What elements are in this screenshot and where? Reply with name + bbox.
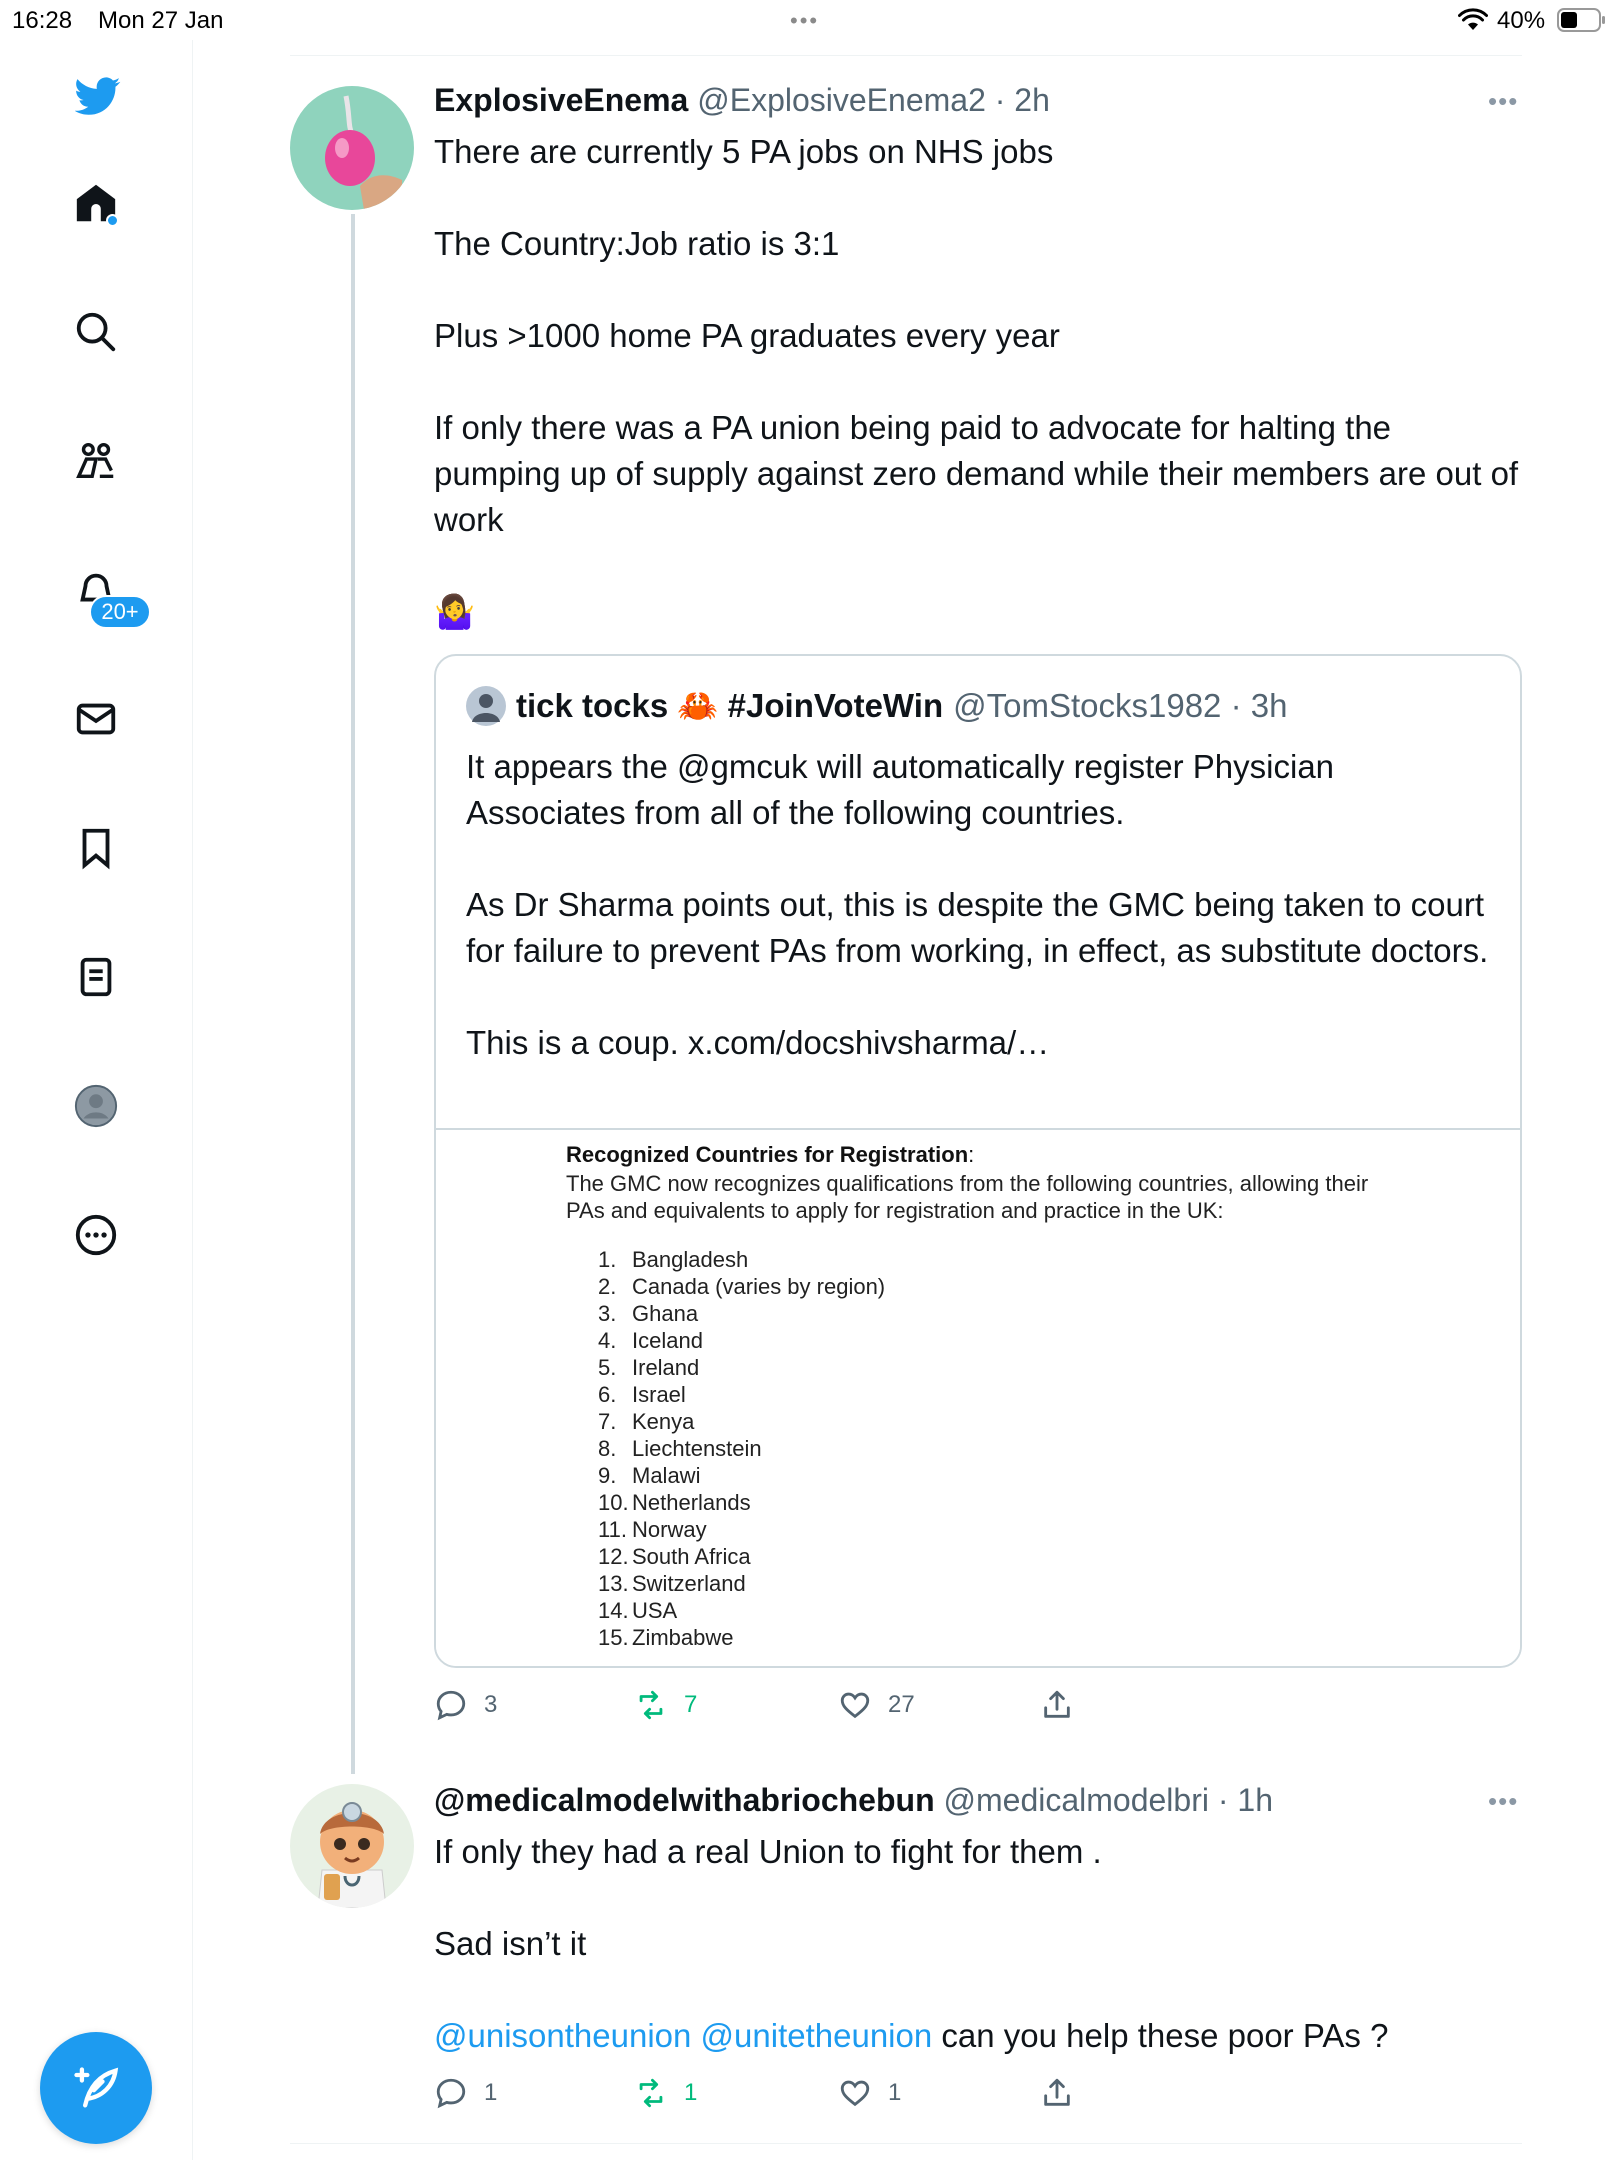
mention-link[interactable]: @unitetheunion: [700, 2017, 933, 2054]
list-item-country: Ireland: [632, 1355, 700, 1380]
list-item: [598, 1300, 885, 1327]
reply-icon: [434, 1688, 468, 1722]
retweet-button[interactable]: [634, 1688, 697, 1722]
tweet-text: There are currently 5 PA jobs on NHS jobs The Country:Job ratio is 3:1 Plus >1000 home PA graduates every year If only there was a PA union being paid to advocate for halting the pumping up of supply against zero demand while their members are out of work 🤷‍♀️: [434, 133, 1519, 630]
lists-icon[interactable]: [68, 949, 124, 1005]
author-handle-time[interactable]: @ExplosiveEnema2 · 2h: [697, 82, 1050, 118]
multitasking-dots-icon[interactable]: •••: [790, 8, 820, 33]
list-item-number: 15.: [598, 1625, 629, 1650]
list-item-country: South Africa: [632, 1544, 751, 1569]
list-item: [598, 1273, 885, 1300]
list-item-number: 5.: [598, 1355, 617, 1380]
avatar[interactable]: [290, 1784, 414, 1908]
sidebar: [0, 40, 193, 2160]
list-item: [598, 1543, 885, 1570]
author-handle-time[interactable]: @medicalmodelbri · 1h: [943, 1782, 1273, 1818]
mention-link[interactable]: @unisontheunion: [434, 2017, 692, 2054]
list-item-country: Switzerland: [632, 1571, 746, 1596]
list-item: [598, 1435, 885, 1462]
list-item-country: Norway: [632, 1517, 707, 1542]
reply-count: 3: [484, 1691, 498, 1718]
tweet-header: [434, 82, 1050, 119]
list-item-country: Liechtenstein: [632, 1436, 762, 1461]
list-item-number: 11.: [598, 1517, 627, 1542]
tweet-actions: [434, 2076, 1134, 2116]
country-list: [598, 1246, 885, 1651]
status-time: 16:28: [12, 7, 73, 34]
list-item-country: Kenya: [632, 1409, 695, 1434]
like-count: 27: [888, 1691, 915, 1718]
image-intro: The GMC now recognizes qualifications from the following countries, allowing their PAs and equivalents to apply for registration and practice in the UK:: [566, 1171, 1369, 1223]
tweet-actions: [434, 1688, 1134, 1728]
status-date: Mon 27 Jan: [98, 7, 224, 34]
list-item-number: 6.: [598, 1382, 617, 1407]
image-title: Recognized Countries for Registration:: [566, 1142, 975, 1167]
quote-header: [466, 686, 1287, 726]
share-button[interactable]: [1040, 1688, 1090, 1722]
profile-icon[interactable]: [68, 1078, 124, 1134]
retweet-icon: [634, 1688, 668, 1722]
bookmarks-icon[interactable]: [68, 820, 124, 876]
like-button[interactable]: [838, 1688, 915, 1722]
list-item: [598, 1624, 885, 1651]
feed-top-divider: [290, 55, 1522, 56]
retweet-icon: [634, 2076, 668, 2110]
list-item-number: 12.: [598, 1544, 629, 1569]
list-item-country: Canada (varies by region): [632, 1274, 886, 1299]
enema-bulb-avatar-icon: [290, 86, 414, 210]
quote-author-handle-time[interactable]: @TomStocks1982 · 3h: [953, 687, 1288, 724]
compose-icon: [70, 2062, 122, 2114]
list-item-number: 9.: [598, 1463, 617, 1488]
list-item: [598, 1597, 885, 1624]
quote-text: It appears the @gmcuk will automatically register Physician Associates from all of the following countries. As Dr Sharma points out, this is despite the GMC being taken to court for failure to prevent PAs from working, in effect, as substitute doctors. This is a coup. x.com/docshivsharma/…: [466, 748, 1489, 1061]
list-item-number: 10.: [598, 1490, 629, 1515]
list-item-country: Zimbabwe: [632, 1625, 734, 1650]
reply-button[interactable]: [434, 1688, 497, 1722]
quote-author-avatar[interactable]: [466, 686, 506, 726]
quote-image[interactable]: [436, 1130, 1520, 1668]
list-item-country: Malawi: [632, 1463, 701, 1488]
more-icon[interactable]: [68, 1207, 124, 1263]
like-button[interactable]: [838, 2076, 901, 2110]
list-item: [598, 1381, 885, 1408]
home-notification-dot: [106, 214, 119, 227]
battery-percent: 40%: [1497, 7, 1546, 34]
compose-button[interactable]: [40, 2032, 152, 2144]
share-icon: [1040, 2076, 1074, 2110]
list-item-country: Israel: [632, 1382, 686, 1407]
messages-icon[interactable]: [68, 691, 124, 747]
list-item: [598, 1246, 885, 1273]
reply-count: 1: [484, 2079, 498, 2106]
list-item-number: 14.: [598, 1598, 629, 1623]
list-item-country: Netherlands: [632, 1490, 751, 1515]
tweet-text: If only they had a real Union to fight for them . Sad isn’t it @unisontheunion @unitetheunion can you help these poor PAs ?: [434, 1833, 1389, 2054]
heart-icon: [838, 1688, 872, 1722]
search-icon[interactable]: [68, 304, 124, 360]
list-item-country: Iceland: [632, 1328, 703, 1353]
retweet-button[interactable]: [634, 2076, 697, 2110]
list-item-number: 3.: [598, 1301, 617, 1326]
share-button[interactable]: [1040, 2076, 1090, 2110]
list-item-number: 1.: [598, 1247, 617, 1272]
share-icon: [1040, 1688, 1074, 1722]
reply-icon: [434, 2076, 468, 2110]
list-item: [598, 1516, 885, 1543]
list-item: [598, 1327, 885, 1354]
status-bar: [0, 0, 1620, 40]
list-item-number: 2.: [598, 1274, 617, 1299]
retweet-count: 1: [684, 2079, 698, 2106]
tweet-more-icon[interactable]: •••: [1488, 1786, 1519, 1816]
list-item: [598, 1408, 885, 1435]
list-item-country: USA: [632, 1598, 678, 1623]
list-item: [598, 1570, 885, 1597]
feed-bottom-divider: [290, 2143, 1522, 2144]
retweet-count: 7: [684, 1691, 698, 1718]
list-item-number: 4.: [598, 1328, 617, 1353]
quote-author-name[interactable]: tick tocks 🦀 #JoinVoteWin: [516, 686, 944, 724]
list-item: [598, 1489, 885, 1516]
tweet-header: [434, 1782, 1273, 1819]
list-item-number: 13.: [598, 1571, 629, 1596]
thread-connector-line: [351, 214, 355, 1774]
cartoon-doctor-avatar-icon: [290, 1784, 414, 1908]
notifications-badge: 20+: [89, 595, 151, 629]
quote-tweet-card[interactable]: [434, 654, 1522, 1668]
list-item-number: 8.: [598, 1436, 617, 1461]
heart-icon: [838, 2076, 872, 2110]
twitter-logo-icon[interactable]: [70, 68, 126, 124]
list-item: [598, 1354, 885, 1381]
avatar[interactable]: [290, 86, 414, 210]
tweet-more-icon[interactable]: •••: [1488, 86, 1519, 116]
list-item-country: Bangladesh: [632, 1247, 749, 1272]
list-item: [598, 1462, 885, 1489]
list-item-number: 7.: [598, 1409, 617, 1434]
like-count: 1: [888, 2079, 902, 2106]
reply-button[interactable]: [434, 2076, 497, 2110]
list-item-country: Ghana: [632, 1301, 699, 1326]
author-name[interactable]: @medicalmodelwithabriochebun: [434, 1782, 935, 1818]
wifi-icon: [1458, 8, 1488, 32]
communities-icon[interactable]: [68, 433, 124, 489]
author-name[interactable]: ExplosiveEnema: [434, 82, 689, 118]
battery-icon: [1557, 8, 1607, 32]
